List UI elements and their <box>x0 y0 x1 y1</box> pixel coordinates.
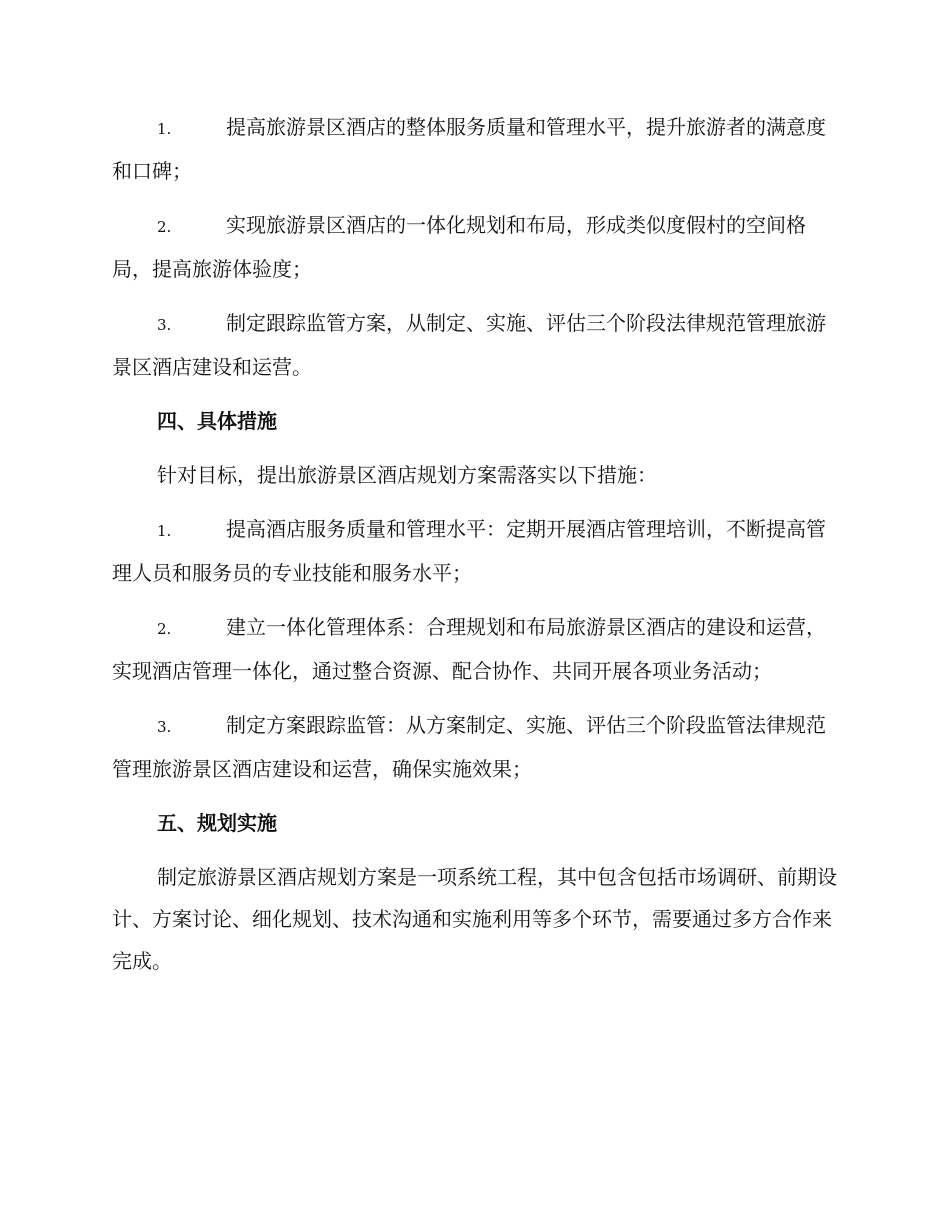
list-number: 2. <box>157 218 172 236</box>
list-number: 1. <box>157 120 172 138</box>
list-item-text: 建立一体化管理体系：合理规划和布局旅游景区酒店的建设和运营，实现酒店管理一体化，通过整合资源、配合协作、共同开展各项业务活动； <box>112 615 826 683</box>
section-heading-measures: 四、具体措施 <box>157 409 277 433</box>
list-item-text: 制定跟踪监管方案，从制定、实施、评估三个阶段法律规范管理旅游景区酒店建设和运营。 <box>112 311 826 379</box>
list-item-text: 提高酒店服务质量和管理水平：定期开展酒店管理培训，不断提高管理人员和服务员的专业技能和服务水平； <box>112 517 826 585</box>
measure-item-1 <box>112 508 837 594</box>
goal-item-3 <box>112 302 837 388</box>
section-heading-implementation: 五、规划实施 <box>157 811 277 835</box>
list-number: 3. <box>157 316 172 334</box>
measure-item-3 <box>112 704 837 790</box>
document-page <box>112 106 837 994</box>
measures-intro: 针对目标，提出旅游景区酒店规划方案需落实以下措施： <box>157 463 657 487</box>
implementation-paragraph: 制定旅游景区酒店规划方案是一项系统工程，其中包含包括市场调研、前期设计、方案讨论、细化规划、技术沟通和实施利用等多个环节，需要通过多方合作来完成。 <box>112 865 837 973</box>
goal-item-2 <box>112 204 837 290</box>
list-number: 2. <box>157 620 172 638</box>
list-item-text: 实现旅游景区酒店的一体化规划和布局，形成类似度假村的空间格局，提高旅游体验度； <box>112 213 806 281</box>
list-number: 1. <box>157 522 172 540</box>
goal-item-1 <box>112 106 837 192</box>
measure-item-2 <box>112 606 837 692</box>
list-item-text: 提高旅游景区酒店的整体服务质量和管理水平，提升旅游者的满意度和口碑； <box>112 115 826 183</box>
list-item-text: 制定方案跟踪监管：从方案制定、实施、评估三个阶段监管法律规范管理旅游景区酒店建设和运营，确保实施效果； <box>112 713 826 781</box>
list-number: 3. <box>157 718 172 736</box>
